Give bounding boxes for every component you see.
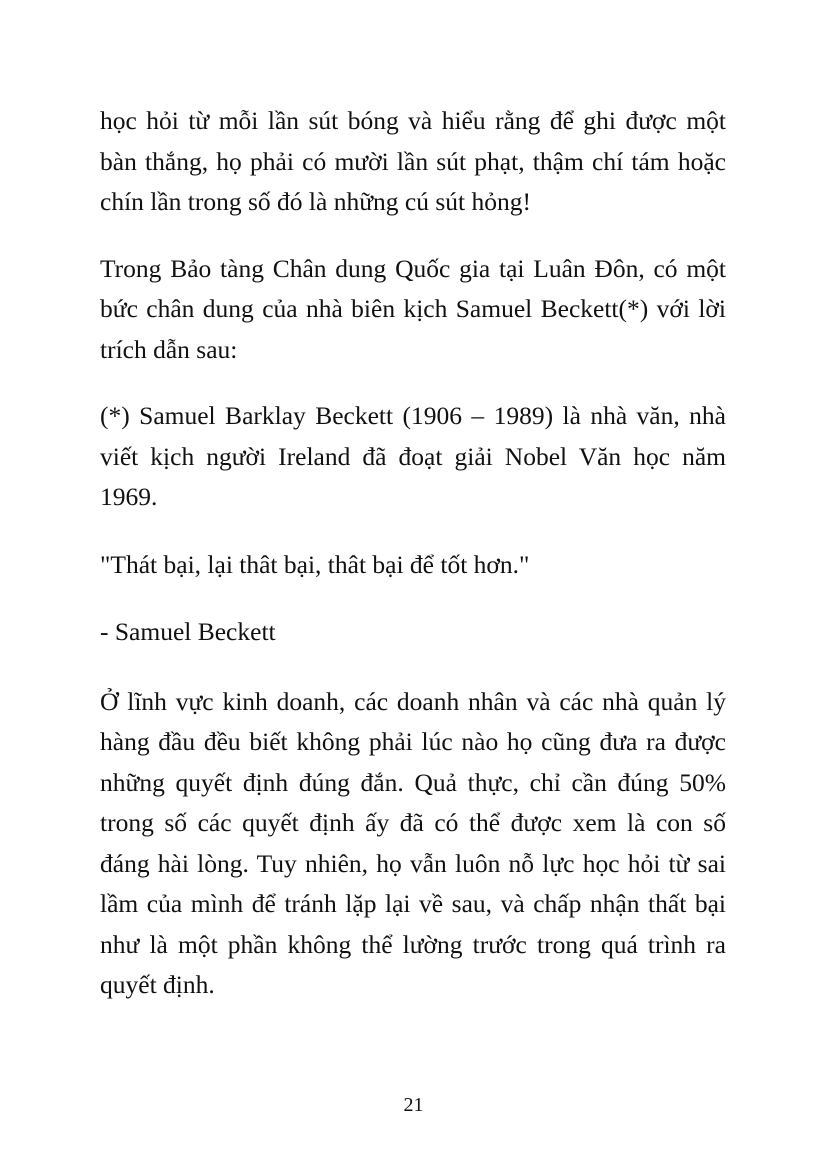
beckett-quote: "Thát bại, lại thât bại, thât bại để tốt hơn." — [100, 549, 530, 579]
quote-attribution: - Samuel Beckett — [100, 617, 276, 646]
paragraph-football-shots: học hỏi từ mỗi lần sút bóng và hiểu rằng để ghi được một bàn thắng, họ phải có mười lần sút phạt, thậm chí tám hoặc chín lần trong số đó là những cú sút hỏng! — [100, 106, 726, 216]
paragraph-beckett-portrait: Trong Bảo tàng Chân dung Quốc gia tại Luân Đôn, có một bức chân dung của nhà biên kịch Samuel Beckett(*) với lời trích dẫn sau: — [100, 253, 726, 364]
page-body — [100, 101, 726, 1006]
paragraph-business: Ở lĩnh vực kinh doanh, các doanh nhân và các nhà quản lý hàng đầu đều biết không phải lúc nào họ cũng đưa ra được những quyết định đúng đắn. Quả thực, chỉ cần đúng 50% trong số các quyết định ấy đã có thể được xem là con số đáng hài lòng. Tuy nhiên, họ vẫn luôn nỗ lực học hỏi từ sai lầm của mình để tránh lặp lại về sau, và chấp nhận thất bại như là một phần không thể lường trước trong quá trình ra quyết định. — [100, 686, 726, 999]
footnote-beckett: (*) Samuel Barklay Beckett (1906 – 1989) là nhà văn, nhà viết kịch người Ireland đã đoạt giải Nobel Văn học năm 1969. — [100, 401, 726, 511]
page-number: 21 — [403, 1094, 424, 1116]
